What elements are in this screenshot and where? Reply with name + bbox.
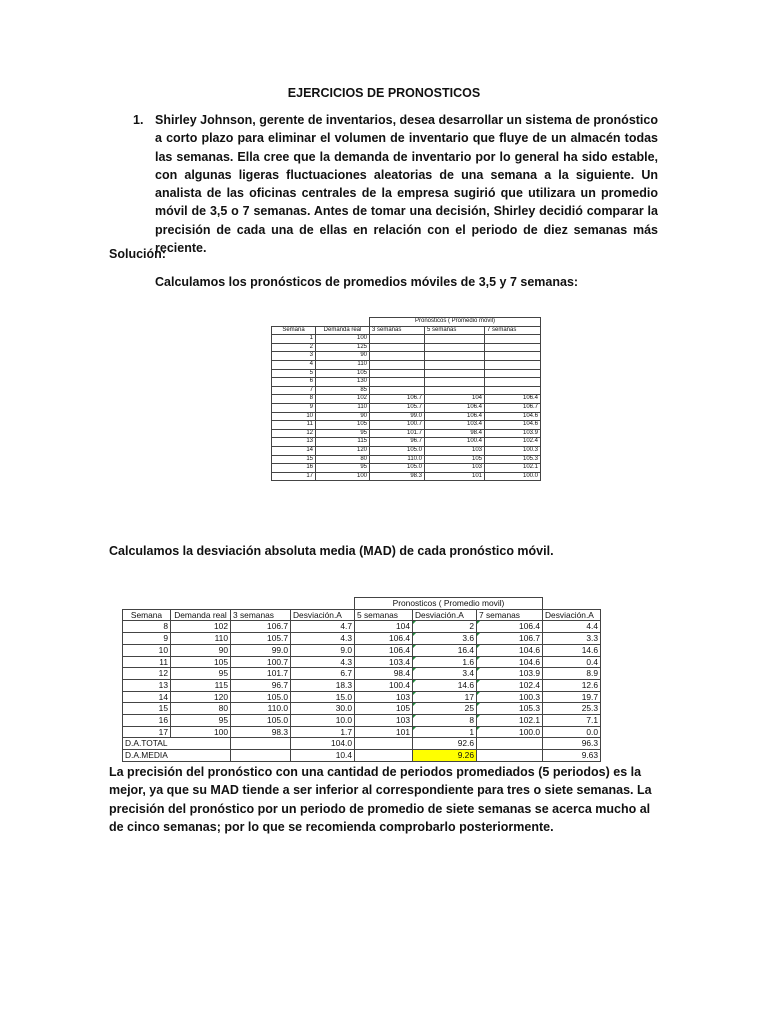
table-cell: 2 <box>413 621 477 633</box>
mad-mean-row <box>123 750 601 762</box>
mean-value-highlighted: 9.26 <box>413 750 477 762</box>
table-cell <box>370 378 425 387</box>
table-cell: 115 <box>171 679 231 691</box>
table-cell <box>370 360 425 369</box>
table-cell: 1 <box>413 726 477 738</box>
table-cell: 11 <box>123 656 171 668</box>
col-header: Demanda real <box>316 326 370 335</box>
table-cell: 6 <box>272 378 316 387</box>
table-cell: 106.7 <box>370 395 425 404</box>
table-cell: 12 <box>272 429 316 438</box>
forecast-table-row <box>272 403 541 412</box>
table-cell <box>425 335 485 344</box>
forecast-table-header <box>272 326 541 335</box>
table-cell: 105.7 <box>231 633 291 645</box>
table-cell: 5 <box>272 369 316 378</box>
table-cell <box>370 343 425 352</box>
table-cell: 101 <box>425 472 485 481</box>
forecast-table-row <box>272 472 541 481</box>
table-cell: 100.7 <box>370 421 425 430</box>
table-cell: 16.4 <box>413 644 477 656</box>
total-label: D.A.TOTAL <box>123 738 231 750</box>
table-cell: 2 <box>272 343 316 352</box>
table-cell: 105.7 <box>370 403 425 412</box>
col-header: 3 semanas <box>370 326 425 335</box>
total-value: 92.6 <box>413 738 477 750</box>
table-cell <box>485 369 541 378</box>
table-cell: 98.3 <box>370 472 425 481</box>
col-header: Semana <box>123 609 171 621</box>
table-cell: 100.4 <box>355 679 413 691</box>
mad-table-row <box>123 715 601 727</box>
table-cell: 8 <box>123 621 171 633</box>
table-cell: 1.7 <box>291 726 355 738</box>
table-cell <box>485 360 541 369</box>
forecast-table-row <box>272 464 541 473</box>
table-cell: 106.4 <box>425 403 485 412</box>
table-cell: 105.3 <box>485 455 541 464</box>
table-cell: 80 <box>171 703 231 715</box>
forecast-table-row <box>272 335 541 344</box>
mean-label: D.A.MEDIA <box>123 750 231 762</box>
table-cell: 100.0 <box>477 726 543 738</box>
table-cell: 102.4 <box>477 679 543 691</box>
table-cell: 110 <box>316 360 370 369</box>
table-cell: 4 <box>272 360 316 369</box>
table-cell: 104.6 <box>485 421 541 430</box>
col-header: Desviación.A <box>413 609 477 621</box>
table-cell: 106.7 <box>231 621 291 633</box>
table-cell: 100.7 <box>231 656 291 668</box>
forecast-table-row <box>272 395 541 404</box>
table-cell: 8 <box>272 395 316 404</box>
table-cell: 105.0 <box>370 446 425 455</box>
table-cell: 0.4 <box>543 656 601 668</box>
table-cell: 7.1 <box>543 715 601 727</box>
table-cell: 8.9 <box>543 668 601 680</box>
mean-value: 9.63 <box>543 750 601 762</box>
table-cell <box>425 352 485 361</box>
table-cell: 30.0 <box>291 703 355 715</box>
table-cell: 3.6 <box>413 633 477 645</box>
table-cell: 80 <box>316 455 370 464</box>
table-cell <box>485 335 541 344</box>
mad-table-row <box>123 656 601 668</box>
table-cell: 100.3 <box>477 691 543 703</box>
table-cell: 10.0 <box>291 715 355 727</box>
table-cell: 3.4 <box>413 668 477 680</box>
table-cell: 105.0 <box>231 715 291 727</box>
forecast-table-row <box>272 455 541 464</box>
table-cell: 110.0 <box>231 703 291 715</box>
total-value: 96.3 <box>543 738 601 750</box>
table-cell <box>485 378 541 387</box>
table-cell <box>425 386 485 395</box>
table-cell: 85 <box>316 386 370 395</box>
table-cell: 99.0 <box>231 644 291 656</box>
problem-statement <box>133 111 658 257</box>
table-cell: 103 <box>425 464 485 473</box>
forecast-table-row <box>272 421 541 430</box>
table-cell: 110 <box>316 403 370 412</box>
forecast-table-row <box>272 360 541 369</box>
table-cell: 3.3 <box>543 633 601 645</box>
table-cell: 103 <box>355 691 413 703</box>
table-cell: 25.3 <box>543 703 601 715</box>
total-value: 104.0 <box>291 738 355 750</box>
table-cell: 105 <box>316 421 370 430</box>
conclusion-text: La precisión del pronóstico con una cantidad de periodos promediados (5 periodos) es la mejor, ya que su MAD tiende a ser inferior al correspondiente para tres o siete semanas. La precisión del pronóstico por un periodo de promedio de siete semanas se acerca mucho al de cinco semanas; por lo que se recomienda comprobarlo posteriormente. <box>109 765 652 835</box>
table-cell: 95 <box>171 668 231 680</box>
table-cell: 106.4 <box>355 644 413 656</box>
table-cell: 13 <box>123 679 171 691</box>
table-cell: 4.7 <box>291 621 355 633</box>
table-cell: 100.0 <box>485 472 541 481</box>
table-cell: 15 <box>272 455 316 464</box>
forecast-table-body <box>272 335 541 481</box>
col-header: 7 semanas <box>477 609 543 621</box>
table-cell: 102.1 <box>485 464 541 473</box>
table-cell: 4.4 <box>543 621 601 633</box>
table-cell: 13 <box>272 438 316 447</box>
table-cell: 17 <box>123 726 171 738</box>
table-cell: 96.7 <box>370 438 425 447</box>
mean-value: 10.4 <box>291 750 355 762</box>
table-cell: 104 <box>425 395 485 404</box>
table-cell: 106.7 <box>485 403 541 412</box>
table-cell: 16 <box>272 464 316 473</box>
table-cell: 8 <box>413 715 477 727</box>
table-cell: 9.0 <box>291 644 355 656</box>
table-cell: 90 <box>171 644 231 656</box>
table-cell: 12.6 <box>543 679 601 691</box>
table-cell <box>425 378 485 387</box>
table-cell: 103 <box>425 446 485 455</box>
col-header: Desviación.A <box>291 609 355 621</box>
table-cell: 1 <box>272 335 316 344</box>
table-cell: 4.3 <box>291 633 355 645</box>
mad-table-row <box>123 703 601 715</box>
table-cell: 103 <box>355 715 413 727</box>
col-header: Desviación.A <box>543 609 601 621</box>
intro-forecast-text: Calculamos los pronósticos de promedios móviles de 3,5 y 7 semanas: <box>155 275 579 289</box>
intro-mad-text: Calculamos la desviación absoluta media (MAD) de cada pronóstico móvil. <box>109 544 554 558</box>
col-header: 5 semanas <box>425 326 485 335</box>
mad-table-group-row <box>123 598 601 610</box>
table-cell: 3 <box>272 352 316 361</box>
table-cell: 103.4 <box>425 421 485 430</box>
table-cell: 100.4 <box>425 438 485 447</box>
table-cell: 14.6 <box>413 679 477 691</box>
table-cell: 96.7 <box>231 679 291 691</box>
table-cell: 16 <box>123 715 171 727</box>
table-cell: 120 <box>171 691 231 703</box>
mad-table-header <box>123 609 601 621</box>
forecast-table-row <box>272 412 541 421</box>
table-cell: 101 <box>355 726 413 738</box>
problem-number: 1. <box>133 113 144 127</box>
forecast-table-row <box>272 429 541 438</box>
solution-label: Solución: <box>109 247 166 261</box>
table-cell: 100 <box>316 472 370 481</box>
table-cell: 95 <box>171 715 231 727</box>
table-cell: 100 <box>171 726 231 738</box>
table-cell: 104 <box>355 621 413 633</box>
forecast-table-row <box>272 378 541 387</box>
table-cell <box>425 360 485 369</box>
table-cell: 106.7 <box>477 633 543 645</box>
mad-table-row <box>123 726 601 738</box>
table-cell: 115 <box>316 438 370 447</box>
table-cell: 120 <box>316 446 370 455</box>
table-cell: 106.4 <box>425 412 485 421</box>
table-cell: 102 <box>171 621 231 633</box>
table-cell: 9 <box>272 403 316 412</box>
table-cell: 110.0 <box>370 455 425 464</box>
forecast-table-row <box>272 369 541 378</box>
table-cell: 105.0 <box>231 691 291 703</box>
table-cell: 104.6 <box>477 656 543 668</box>
forecast-table-row <box>272 446 541 455</box>
table-cell: 25 <box>413 703 477 715</box>
table-cell: 105.0 <box>370 464 425 473</box>
table-cell: 104.6 <box>485 412 541 421</box>
table-cell: 102.1 <box>477 715 543 727</box>
table-cell: 102.4 <box>485 438 541 447</box>
table-cell: 125 <box>316 343 370 352</box>
table-cell: 9 <box>123 633 171 645</box>
forecast-table <box>271 317 541 481</box>
table-cell: 15 <box>123 703 171 715</box>
mad-table-row <box>123 679 601 691</box>
table-cell: 10 <box>272 412 316 421</box>
table-cell: 106.4 <box>355 633 413 645</box>
table-cell: 18.3 <box>291 679 355 691</box>
forecast-group-header: Pronosticos ( Promedio movil) <box>370 318 541 327</box>
table-cell: 105 <box>355 703 413 715</box>
document-title: EJERCICIOS DE PRONOSTICOS <box>287 86 481 100</box>
table-cell: 10 <box>123 644 171 656</box>
col-header: Demanda real <box>171 609 231 621</box>
table-cell: 19.7 <box>543 691 601 703</box>
problem-text: Shirley Johnson, gerente de inventarios, desea desarrollar un sistema de pronóstico a corto plazo para eliminar el volumen de inventario que fluye de un almacén todas las semanas. Ella cree que la demanda de inventario por lo general ha sido estable, con algunas ligeras fluctuaciones aleatorias de una semana a la siguiente. Un analista de las oficinas centrales de la empresa sugirió que utilizara un promedio móvil de 3,5 o 7 semanas. Antes de tomar una decisión, Shirley decidió comparar la precisión de cada una de ellas en relación con el periodo de diez semanas más reciente. <box>155 113 658 256</box>
table-cell: 100 <box>316 335 370 344</box>
table-cell <box>370 335 425 344</box>
table-cell <box>485 352 541 361</box>
table-cell <box>485 343 541 352</box>
table-cell: 105 <box>171 656 231 668</box>
col-header: Semana <box>272 326 316 335</box>
table-cell: 90 <box>316 412 370 421</box>
table-cell: 103.9 <box>477 668 543 680</box>
forecast-table-row <box>272 352 541 361</box>
table-cell <box>425 369 485 378</box>
table-cell: 103.4 <box>355 656 413 668</box>
table-cell: 105.3 <box>477 703 543 715</box>
col-header: 3 semanas <box>231 609 291 621</box>
table-cell: 1.6 <box>413 656 477 668</box>
table-cell: 11 <box>272 421 316 430</box>
table-cell: 7 <box>272 386 316 395</box>
table-cell: 98.4 <box>425 429 485 438</box>
col-header: 5 semanas <box>355 609 413 621</box>
table-cell <box>425 343 485 352</box>
table-cell: 17 <box>272 472 316 481</box>
forecast-table-row <box>272 438 541 447</box>
mad-total-row <box>123 738 601 750</box>
forecast-table-row <box>272 386 541 395</box>
mad-group-header: Pronosticos ( Promedio movil) <box>355 598 543 610</box>
table-cell: 6.7 <box>291 668 355 680</box>
mad-table-row <box>123 621 601 633</box>
table-cell: 95 <box>316 429 370 438</box>
table-cell <box>370 352 425 361</box>
table-cell: 12 <box>123 668 171 680</box>
table-cell <box>370 369 425 378</box>
table-cell: 15.0 <box>291 691 355 703</box>
table-cell: 98.3 <box>231 726 291 738</box>
table-cell: 110 <box>171 633 231 645</box>
mad-table-row <box>123 644 601 656</box>
table-cell: 90 <box>316 352 370 361</box>
table-cell: 98.4 <box>355 668 413 680</box>
table-cell: 14.6 <box>543 644 601 656</box>
table-cell: 14 <box>272 446 316 455</box>
mad-table <box>122 597 601 762</box>
table-cell: 106.4 <box>477 621 543 633</box>
mad-table-body <box>123 621 601 738</box>
forecast-table-row <box>272 343 541 352</box>
table-cell: 105 <box>316 369 370 378</box>
mad-table-row <box>123 691 601 703</box>
table-cell: 0.0 <box>543 726 601 738</box>
table-cell: 103.9 <box>485 429 541 438</box>
table-cell: 130 <box>316 378 370 387</box>
table-cell: 104.6 <box>477 644 543 656</box>
table-cell: 100.3 <box>485 446 541 455</box>
table-cell: 95 <box>316 464 370 473</box>
table-cell: 101.7 <box>370 429 425 438</box>
table-cell <box>485 386 541 395</box>
table-cell: 105 <box>425 455 485 464</box>
table-cell: 102 <box>316 395 370 404</box>
table-cell: 17 <box>413 691 477 703</box>
mad-table-row <box>123 633 601 645</box>
table-cell: 99.0 <box>370 412 425 421</box>
table-cell <box>370 386 425 395</box>
forecast-table-group-row <box>272 318 541 327</box>
table-cell: 101.7 <box>231 668 291 680</box>
mad-table-row <box>123 668 601 680</box>
table-cell: 106.4 <box>485 395 541 404</box>
table-cell: 4.3 <box>291 656 355 668</box>
col-header: 7 semanas <box>485 326 541 335</box>
table-cell: 14 <box>123 691 171 703</box>
